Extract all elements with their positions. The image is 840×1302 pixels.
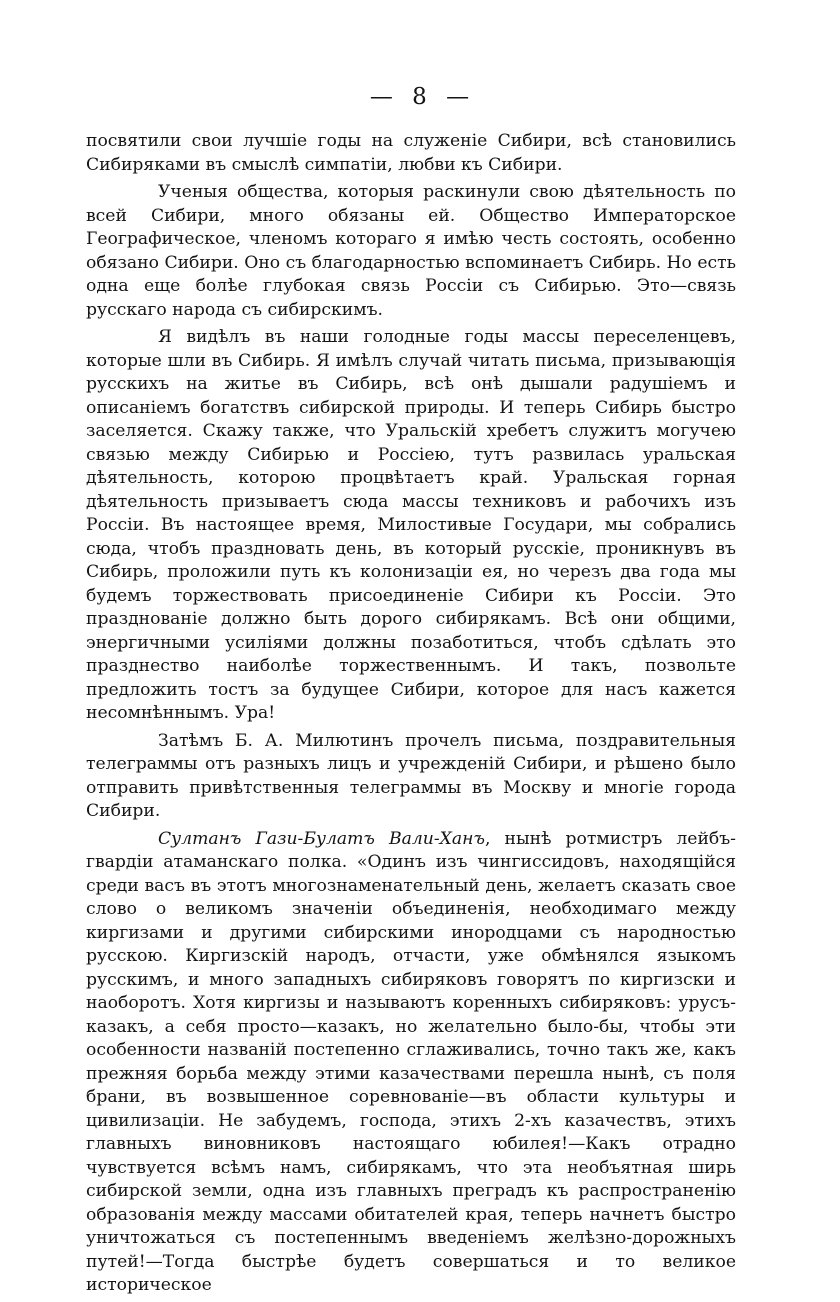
page-number bbox=[0, 84, 840, 110]
paragraph-continuation: посвятили свои лучшіе годы на служеніе Сибири, всѣ становились Сибиряками въ смыслѣ симпатіи, любви къ Сибири. bbox=[86, 131, 736, 175]
paragraph-sultan-speech bbox=[86, 828, 736, 1298]
speaker-name: Султанъ Гази-Булатъ Вали-Ханъ bbox=[158, 828, 485, 849]
page-number-value: 8 bbox=[412, 84, 428, 110]
body-text bbox=[86, 130, 736, 1302]
paragraph-learned-societies: Ученыя общества, которыя раскинули свою дѣятельность по всей Сибири, много обязаны ей. Общество Императорское Географическое, членомъ котораго я имѣю честь состоять, особенно обязано Сибири. Оно съ благодарностью вспоминаетъ Сибирь. Но есть одна еще болѣе глубокая связь Россіи съ Сибирью. Это—связь русскаго народа съ сибирскимъ. bbox=[86, 182, 736, 320]
page-number-dash-right: — bbox=[446, 84, 471, 110]
paragraph-settlers: Я видѣлъ въ наши голодные годы массы переселенцевъ, которые шли въ Сибирь. Я имѣлъ случай читать письма, призывающія русскихъ на житье въ Сибирь, всѣ онѣ дышали радушіемъ и описаніемъ богатствъ сибирской природы. И теперь Сибирь быстро заселяется. Скажу также, что Уральскій хребетъ служитъ могучею связью между Сибирью и Россіею, тутъ развилась уральская дѣятельность, которою процвѣтаетъ край. Уральская горная дѣятельность призываетъ сюда массы техниковъ и рабочихъ изъ Россіи. Въ настоящее время, Милостивые Государи, мы собрались сюда, чтобъ праздновать день, въ который русскіе, проникнувъ въ Сибирь, проложили путь къ колонизаціи ея, но черезъ два года мы будемъ торжествовать присоединеніе Сибири къ Россіи. Это празднованіе должно быть дорого сибирякамъ. Всѣ они общими, энергичными усиліями должны позаботиться, чтобъ сдѣлать это празднество наиболѣе торжественнымъ. И такъ, позвольте предложить тостъ за будущее Сибири, которое для насъ кажется несомнѣннымъ. Ура! bbox=[86, 327, 736, 723]
paragraph-telegrams: Затѣмъ Б. А. Милютинъ прочелъ письма, поздравительныя телеграммы отъ разныхъ лицъ и учрежденій Сибири, и рѣшено было отправить привѣтственныя телеграммы въ Москву и многіе города Сибири. bbox=[86, 730, 736, 821]
page-number-dash-left: — bbox=[369, 84, 394, 110]
speech-text: , нынѣ ротмистръ лейбъ-гвардіи атаманскаго полка. «Одинъ изъ чингиссидовъ, находящійся среди васъ въ этотъ многознаменательный день, желаетъ сказать свое слово о великомъ значеніи объединенія, необходимаго между киргизами и другими сибирскими инородцами съ народностью русскою. Киргизскій народъ, отчасти, уже обмѣнялся языкомъ русскимъ, и много западныхъ сибиряковъ говорятъ по киргизски и наоборотъ. Хотя киргизы и называютъ коренныхъ сибиряковъ: урусъ-казакъ, а себя просто—казакъ, но желательно было-бы, чтобы эти особенности названій постепенно сглаживались, точно такъ же, какъ прежняя борьба между этими казачествами перешла нынѣ, съ поля брани, въ возвышенное соревнованіе—въ области культуры и цивилизаціи. Не забудемъ, господа, этихъ 2-хъ казачествъ, этихъ главныхъ виновниковъ настоящаго юбилея!—Какъ отрадно чувствуется всѣмъ намъ, сибирякамъ, что эта необъятная ширь сибирской земли, одна изъ главныхъ преградъ къ распространенію образованія между массами обитателей края, теперь начнетъ быстро уничтожаться съ постепеннымъ введеніемъ желѣзно-дорожныхъ путей!—Тогда быстрѣе будетъ совершаться и то великое историческое bbox=[86, 828, 736, 1295]
